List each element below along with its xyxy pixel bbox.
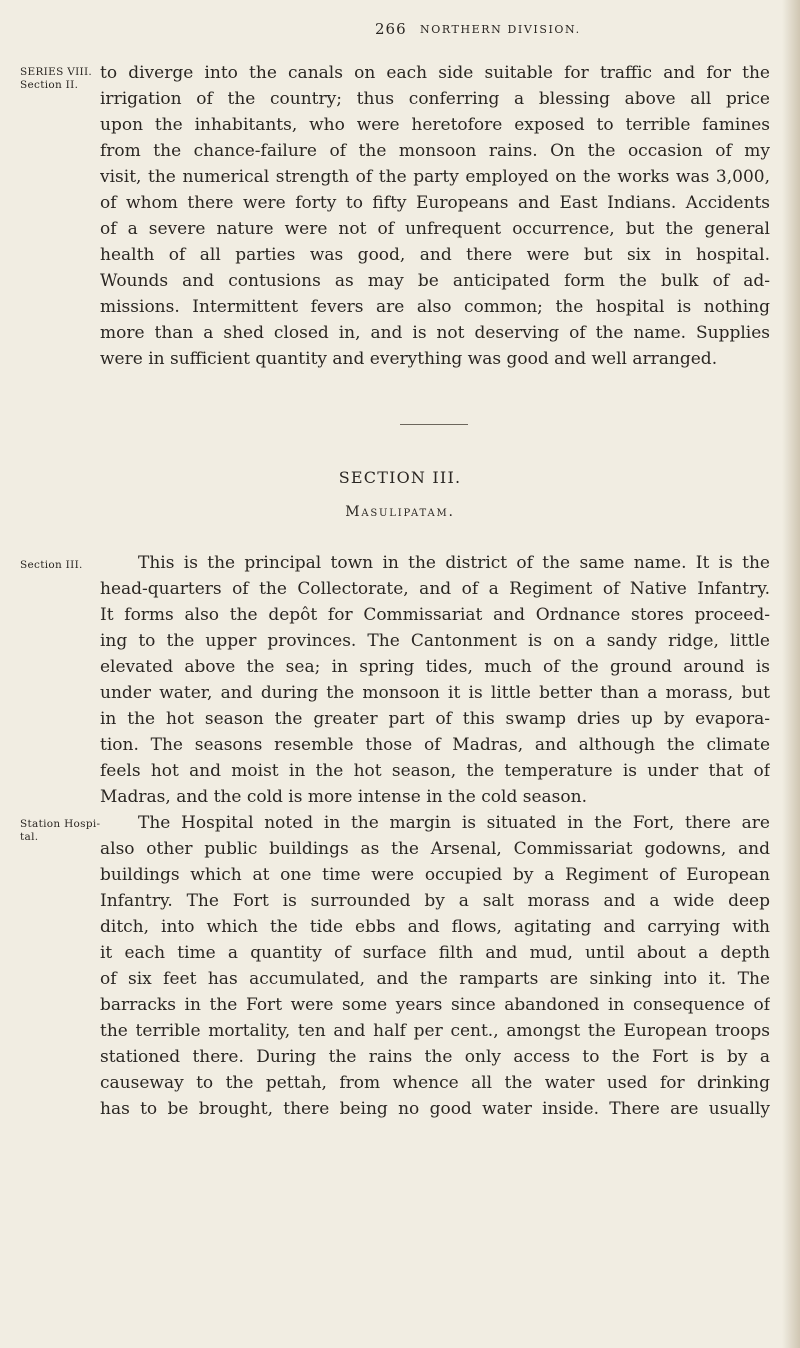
text-line: stationed there. During the rains the only access to the Fort is by a	[100, 1047, 770, 1067]
text-line: of whom there were forty to fifty Europeans and East Indians. Accidents	[100, 193, 770, 213]
margin-note-station-hospital	[20, 818, 101, 844]
margin-note-series	[20, 66, 95, 92]
page-number: 266	[375, 20, 407, 38]
text-line: the terrible mortality, ten and half per cent., amongst the European troops	[100, 1021, 770, 1041]
margin-note-line: SERIES VIII.	[20, 66, 93, 78]
text-line: It forms also the depôt for Commissariat and Ordnance stores proceed-	[100, 605, 770, 625]
text-line: also other public buildings as the Arsenal, Commissariat godowns, and	[100, 839, 770, 859]
section-divider	[400, 424, 468, 425]
paragraph-1	[100, 60, 770, 372]
text-line: ing to the upper provinces. The Cantonment is on a sandy ridge, little	[100, 631, 770, 651]
text-line: it each time a quantity of surface filth and mud, until about a depth	[100, 943, 770, 963]
text-line: The Hospital noted in the margin is situated in the Fort, there are	[138, 813, 770, 833]
text-line: Infantry. The Fort is surrounded by a salt morass and a wide deep	[100, 891, 770, 911]
margin-note-line: Section III.	[20, 559, 83, 571]
text-line: to diverge into the canals on each side suitable for traffic and for the	[100, 63, 770, 83]
text-line: Madras, and the cold is more intense in the cold season.	[100, 787, 587, 807]
text-line: health of all parties was good, and there were but six in hospital.	[100, 245, 770, 265]
section-subheading: Masulipatam.	[345, 504, 455, 520]
text-line: in the hot season the greater part of this swamp dries up by evapora-	[100, 709, 770, 729]
section-heading: SECTION III.	[338, 468, 462, 487]
text-line: missions. Intermittent fevers are also common; the hospital is nothing	[100, 297, 770, 317]
text-line: elevated above the sea; in spring tides, much of the ground around is	[100, 657, 770, 677]
text-line: feels hot and moist in the hot season, the temperature is under that of	[100, 761, 770, 781]
text-line: more than a shed closed in, and is not deserving of the name. Supplies	[100, 323, 770, 343]
text-line: of a severe nature were not of unfrequent occurrence, but the general	[100, 219, 770, 239]
text-line: upon the inhabitants, who were heretofore exposed to terrible famines	[100, 115, 770, 135]
margin-note-line: Section II.	[20, 79, 79, 91]
text-line: irrigation of the country; thus conferring a blessing above all price	[100, 89, 770, 109]
page-edge-shadow	[782, 0, 800, 1348]
text-line: barracks in the Fort were some years since abandoned in consequence of	[100, 995, 770, 1015]
page-header	[0, 20, 800, 44]
text-line: tion. The seasons resemble those of Madras, and although the climate	[100, 735, 770, 755]
running-title: NORTHERN DIVISION.	[420, 23, 581, 36]
text-line: ditch, into which the tide ebbs and flows, agitating and carrying with	[100, 917, 770, 937]
text-line: This is the principal town in the district of the same name. It is the	[138, 553, 770, 573]
text-line: were in sufficient quantity and everything was good and well arranged.	[100, 349, 718, 369]
text-line: Wounds and contusions as may be anticipated form the bulk of ad-	[100, 271, 770, 291]
text-line: from the chance-failure of the monsoon rains. On the occasion of my	[100, 141, 770, 161]
margin-note-line: tal.	[20, 831, 39, 843]
text-line: has to be brought, there being no good water inside. There are usually	[100, 1099, 770, 1119]
text-line: buildings which at one time were occupied by a Regiment of European	[100, 865, 770, 885]
text-line: under water, and during the monsoon it is little better than a morass, but	[100, 683, 770, 703]
text-line: head-quarters of the Collectorate, and of a Regiment of Native Infantry.	[100, 579, 770, 599]
margin-note-line: Station Hospi-	[20, 818, 101, 830]
paragraph-2	[100, 550, 770, 810]
text-line: causeway to the pettah, from whence all the water used for drinking	[100, 1073, 770, 1093]
margin-note-section-iii	[20, 559, 95, 572]
paragraph-3	[100, 810, 770, 1122]
text-line: visit, the numerical strength of the party employed on the works was 3,000,	[100, 167, 770, 187]
text-line: of six feet has accumulated, and the ramparts are sinking into it. The	[100, 969, 770, 989]
